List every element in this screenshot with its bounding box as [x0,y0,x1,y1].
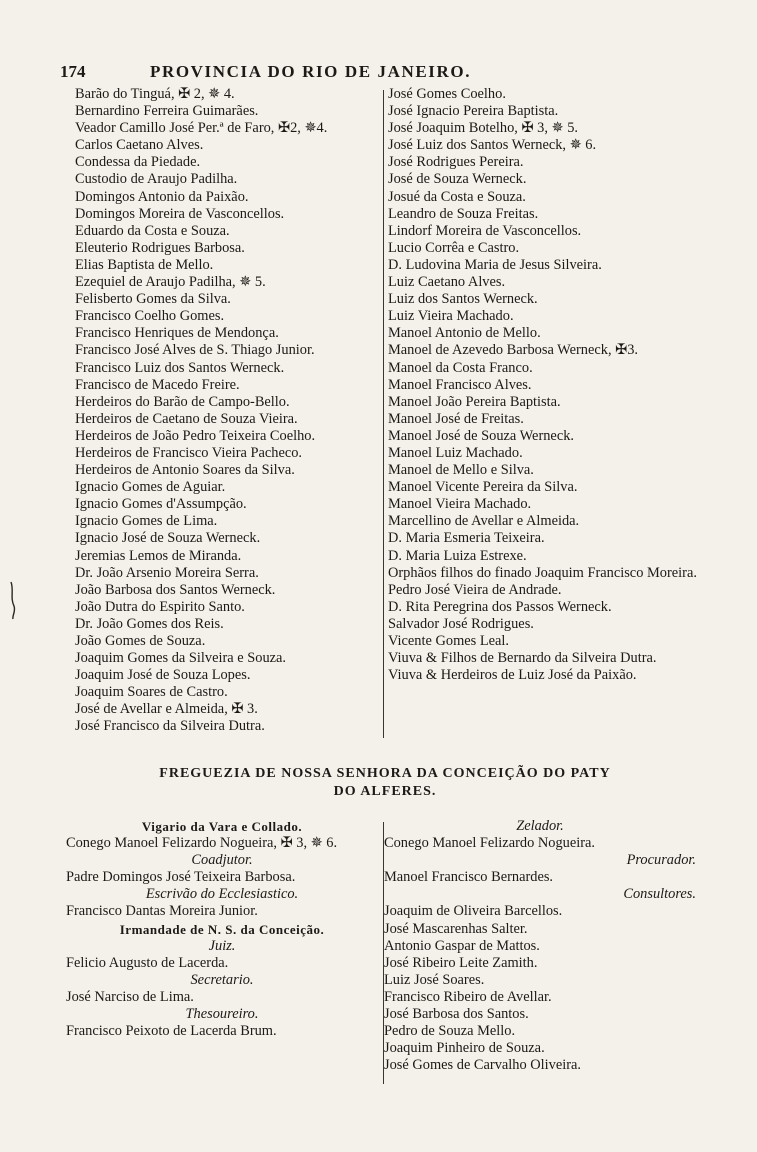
list-item: José Joaquim Botelho, ✠ 3, ✵ 5. [388,120,579,137]
consultor-item: José Gomes de Carvalho Oliveira. [384,1057,582,1074]
list-item: Dr. João Arsenio Moreira Serra. [75,564,259,581]
section-title-line-1: FREGUEZIA DE NOSSA SENHORA DA CONCEIÇÃO DO PATY [159,766,611,781]
list-item: Viuva & Filhos de Bernardo da Silveira Dutra. [388,650,657,667]
consultor-item: Antonio Gaspar de Mattos. [384,937,540,954]
list-item: Lucio Corrêa e Castro. [388,239,520,256]
list-item: José Gomes Coelho. [388,86,506,102]
section-title [95,765,675,801]
list-item: Luiz dos Santos Werneck. [388,291,538,308]
page-number: 174 [60,62,86,81]
escrivao-heading: Escrivão do Ecclesiastico. [145,886,299,903]
consultor-item: Joaquim Pinheiro de Souza. [384,1040,545,1057]
secretario-name: José Narciso de Lima. [66,988,194,1005]
list-item: João Gomes de Souza. [75,633,206,649]
zelador-heading: Zelador. [516,818,564,834]
section-title-line-2: DO ALFERES. [333,784,437,799]
list-item: Francisco Luiz dos Santos Werneck. [75,359,285,376]
list-item: Dr. João Gomes dos Reis. [75,615,224,632]
juiz-name: Felicio Augusto de Lacerda. [66,954,229,971]
parish-right-column [384,818,696,1074]
list-item: Ignacio José de Souza Werneck. [75,530,261,547]
list-item: Condessa da Piedade. [75,154,201,171]
list-item: Manoel Francisco Alves. [388,376,532,393]
running-title: PROVINCIA DO RIO DE JANEIRO. [150,62,472,81]
list-item: Jeremias Lemos de Miranda. [75,547,242,564]
list-item: Custodio de Araujo Padilha. [75,171,238,188]
list-item: Herdeiros de Francisco Vieira Pacheco. [75,444,303,461]
margin-mark-icon [8,580,18,620]
column-divider-top [383,90,384,738]
list-item: José Ignacio Pereira Baptista. [388,103,559,120]
tesoureiro-name: Francisco Peixoto de Lacerda Brum. [66,1023,277,1040]
list-item: Herdeiros de João Pedro Teixeira Coelho. [75,427,316,444]
list-item: José de Avellar e Almeida, ✠ 3. [75,701,258,718]
list-item: Lindorf Moreira de Vasconcellos. [388,222,582,239]
proprietors-right-column [388,86,702,684]
secretario-heading: Secretario. [190,971,254,988]
list-item: Francisco Coelho Gomes. [75,308,225,325]
list-item: Herdeiros de Caetano de Souza Vieira. [75,410,298,427]
list-item: Carlos Caetano Alves. [75,137,204,154]
list-item: Joaquim Soares de Castro. [75,684,228,701]
list-item: Herdeiros de Antonio Soares da Silva. [75,462,295,479]
list-item: Luiz Vieira Machado. [388,308,514,325]
list-item: D. Ludovina Maria de Jesus Silveira. [388,256,602,273]
juiz-heading: Juiz. [208,937,236,954]
list-item: Manoel Luiz Machado. [388,444,523,461]
list-item: Domingos Antonio da Paixão. [75,188,249,205]
consultor-item: José Barbosa dos Santos. [384,1006,529,1023]
list-item: Eleuterio Rodrigues Barbosa. [75,239,245,256]
list-item: Barão do Tinguá, ✠ 2, ✵ 4. [75,86,235,102]
consultor-item: José Mascarenhas Salter. [384,920,528,937]
list-item: Leandro de Souza Freitas. [388,205,539,222]
list-item: João Barbosa dos Santos Werneck. [75,581,276,598]
list-item: Bernardino Ferreira Guimarães. [75,103,259,120]
list-item: D. Maria Esmeria Teixeira. [388,530,545,547]
list-item: Joaquim José de Souza Lopes. [75,667,251,684]
proprietors-left-column [75,86,383,736]
list-item: Francisco José Alves de S. Thiago Junior. [75,342,315,359]
list-item: Manoel João Pereira Baptista. [388,393,561,410]
parish-left-column [66,818,378,1040]
consultor-item: Pedro de Souza Mello. [384,1023,516,1040]
list-item: João Dutra do Espirito Santo. [75,598,245,615]
list-item: Manoel José de Souza Werneck. [388,427,574,444]
list-item: Felisberto Gomes da Silva. [75,291,231,308]
coadjutor-heading: Coadjutor. [191,852,253,869]
list-item: Herdeiros do Barão de Campo-Bello. [75,393,290,410]
list-item: Francisco de Macedo Freire. [75,376,240,393]
list-item: D. Rita Peregrina dos Passos Werneck. [388,598,612,615]
list-item: Domingos Moreira de Vasconcellos. [75,205,285,222]
list-item: Manoel de Azevedo Barbosa Werneck, ✠3. [388,342,638,359]
list-item: José de Souza Werneck. [388,171,527,188]
list-item: Ignacio Gomes de Lima. [75,513,218,530]
list-item: Manoel da Costa Franco. [388,359,533,376]
consultores-heading: Consultores. [623,886,696,903]
vigario-heading: Vigario da Vara e Collado. [141,819,303,834]
tesoureiro-heading: Thesoureiro. [185,1006,259,1023]
procurador-heading: Procurador. [626,852,696,869]
list-item: Josué da Costa e Souza. [388,188,526,205]
consultor-item: Francisco Ribeiro de Avellar. [384,988,552,1005]
escrivao-name: Francisco Dantas Moreira Junior. [66,903,258,920]
consultor-item: Luiz José Soares. [384,971,485,988]
list-item: Orphãos filhos do finado Joaquim Francisco Moreira. [388,564,697,581]
list-item: Elias Baptista de Mello. [75,256,214,273]
list-item: Manoel Vicente Pereira da Silva. [388,479,578,496]
list-item: Viuva & Herdeiros de Luiz José da Paixão. [388,667,637,684]
list-item: Luiz Caetano Alves. [388,274,506,291]
list-item: José Francisco da Silveira Dutra. [75,718,265,735]
procurador-name: Manoel Francisco Bernardes. [384,869,554,886]
list-item: Eduardo da Costa e Souza. [75,222,230,239]
list-item: Ignacio Gomes de Aguiar. [75,479,226,496]
list-item: D. Maria Luiza Estrexe. [388,547,527,564]
page-header [60,58,575,86]
list-item: José Luiz dos Santos Werneck, ✵ 6. [388,137,597,154]
list-item: Manoel Antonio de Mello. [388,325,541,342]
coadjutor-name: Padre Domingos José Teixeira Barbosa. [66,869,296,886]
list-item: Pedro José Vieira de Andrade. [388,581,562,598]
vigario-name: Conego Manoel Felizardo Nogueira, ✠ 3, ✵ 6. [66,835,338,852]
list-item: Francisco Henriques de Mendonça. [75,325,279,342]
list-item: Manoel José de Freitas. [388,410,524,427]
zelador-name: Conego Manoel Felizardo Nogueira. [384,835,596,852]
list-item: Marcellino de Avellar e Almeida. [388,513,580,530]
list-item: Manoel de Mello e Silva. [388,462,534,479]
list-item: Ezequiel de Araujo Padilha, ✵ 5. [75,274,266,291]
list-item: Manoel Vieira Machado. [388,496,532,513]
irmandade-heading: Irmandade de N. S. da Conceição. [119,921,325,937]
list-item: Ignacio Gomes d'Assumpção. [75,496,247,513]
consultor-item: José Ribeiro Leite Zamith. [384,954,538,971]
consultor-item: Joaquim de Oliveira Barcellos. [384,903,563,920]
list-item: Veador Camillo José Per.ª de Faro, ✠2, ✵4. [75,120,328,137]
list-item: Salvador José Rodrigues. [388,615,534,632]
list-item: José Rodrigues Pereira. [388,154,524,171]
list-item: Vicente Gomes Leal. [388,633,510,649]
list-item: Joaquim Gomes da Silveira e Souza. [75,650,287,667]
